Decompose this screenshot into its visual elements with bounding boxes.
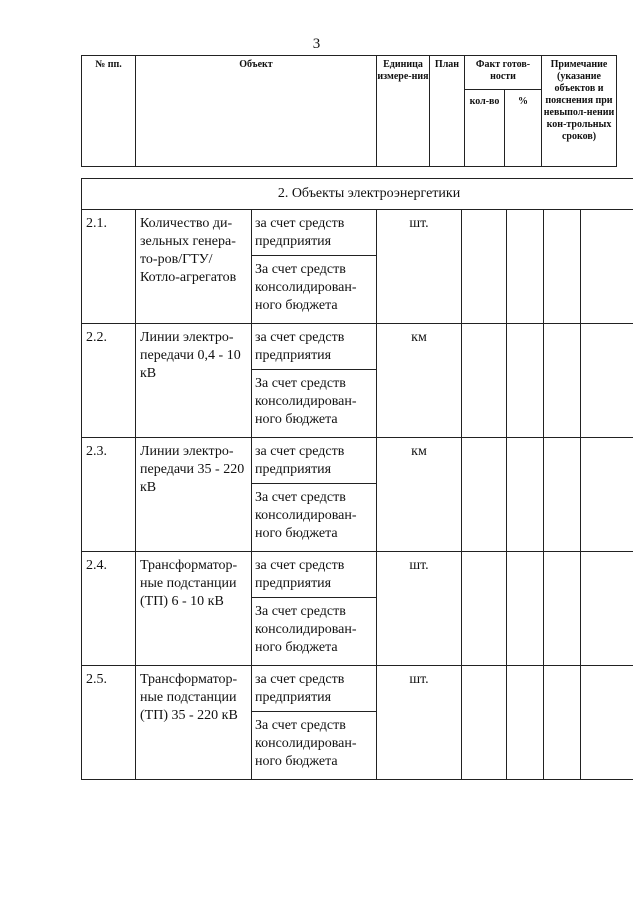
note-cell (581, 666, 633, 780)
fact-percent-cell (544, 552, 581, 666)
plan-cell (462, 210, 507, 324)
header-fact: Факт готов-ности (465, 56, 542, 90)
table-row (82, 666, 633, 712)
note-cell (581, 210, 633, 324)
fact-percent-cell (544, 438, 581, 552)
fact-count-cell (507, 324, 544, 438)
row-number: 2.1. (82, 210, 136, 324)
funding-consolidated: За счет средств консолидирован-ного бюджета (252, 256, 377, 324)
header-no: № пп. (82, 56, 136, 167)
row-unit: шт. (377, 666, 462, 780)
note-cell (581, 552, 633, 666)
row-unit: км (377, 438, 462, 552)
plan-cell (462, 552, 507, 666)
note-cell (581, 324, 633, 438)
section-title: 2. Объекты электроэнергетики (82, 179, 633, 210)
row-object: Трансформатор-ные подстанции (ТП) 6 - 10 кВ (136, 552, 252, 666)
fact-percent-cell (544, 666, 581, 780)
row-object: Количество ди-зельных генера-то-ров/ГТУ/Котло-агрегатов (136, 210, 252, 324)
funding-consolidated: За счет средств консолидирован-ного бюджета (252, 484, 377, 552)
page-number: 3 (312, 36, 321, 52)
row-unit: км (377, 324, 462, 438)
funding-own: за счет средств предприятия (252, 438, 377, 484)
fact-count-cell (507, 666, 544, 780)
header-plan: План (430, 56, 465, 167)
fact-count-cell (507, 552, 544, 666)
row-object: Линии электро-передачи 35 - 220 кВ (136, 438, 252, 552)
fact-count-cell (507, 438, 544, 552)
header-unit: Единица измере-ния (377, 56, 430, 167)
plan-cell (462, 324, 507, 438)
funding-consolidated: За счет средств консолидирован-ного бюджета (252, 712, 377, 780)
fact-percent-cell (544, 324, 581, 438)
table-row (82, 438, 633, 484)
fact-percent-cell (544, 210, 581, 324)
table-row (82, 324, 633, 370)
note-cell (581, 438, 633, 552)
funding-consolidated: За счет средств консолидирован-ного бюджета (252, 370, 377, 438)
funding-own: за счет средств предприятия (252, 210, 377, 256)
funding-own: за счет средств предприятия (252, 552, 377, 598)
row-number: 2.2. (82, 324, 136, 438)
row-unit: шт. (377, 552, 462, 666)
table-row (82, 552, 633, 598)
header-object: Объект (136, 56, 377, 167)
table-row (82, 210, 633, 256)
row-number: 2.3. (82, 438, 136, 552)
plan-cell (462, 666, 507, 780)
funding-own: за счет средств предприятия (252, 324, 377, 370)
header-note: Примечание (указание объектов и пояснения при невыпол-нении кон-трольных сроков) (542, 56, 617, 167)
row-object: Трансформатор-ные подстанции (ТП) 35 - 220 кВ (136, 666, 252, 780)
fact-count-cell (507, 210, 544, 324)
data-table (81, 178, 633, 780)
header-fact-count: кол-во (465, 90, 505, 167)
row-number: 2.4. (82, 552, 136, 666)
row-unit: шт. (377, 210, 462, 324)
row-number: 2.5. (82, 666, 136, 780)
header-fact-percent: % (505, 90, 542, 167)
funding-consolidated: За счет средств консолидирован-ного бюджета (252, 598, 377, 666)
plan-cell (462, 438, 507, 552)
funding-own: за счет средств предприятия (252, 666, 377, 712)
header-table (81, 55, 617, 167)
row-object: Линии электро-передачи 0,4 - 10 кВ (136, 324, 252, 438)
